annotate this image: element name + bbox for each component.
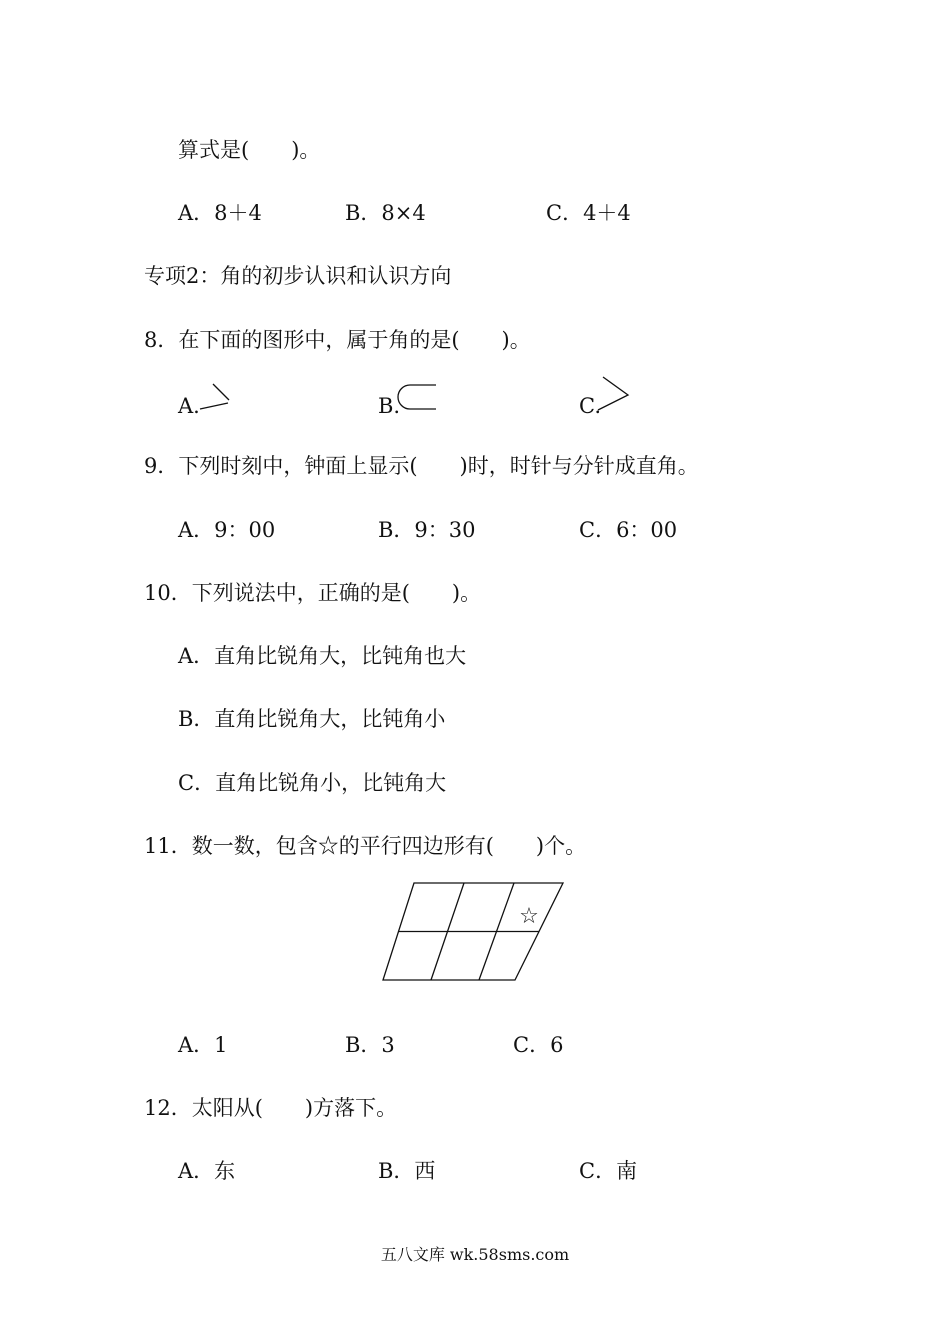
q8-figure-a	[198, 382, 234, 414]
q10-option-a: A．直角比锐角大，比钝角也大	[178, 644, 467, 668]
q8-stem: 8．在下面的图形中，属于角的是( )。	[144, 328, 531, 352]
q11-stem: 11．数一数，包含☆的平行四边形有( )个。	[144, 834, 587, 858]
q9-option-b: B．9：30	[378, 518, 476, 542]
q9-stem: 9．下列时刻中，钟面上显示( )时，时针与分针成直角。	[144, 454, 699, 478]
q8-figure-c	[596, 374, 632, 414]
q12-option-b: B．西	[378, 1159, 436, 1183]
q9-option-a: A．9：00	[178, 518, 276, 542]
q12-option-c: C．南	[579, 1159, 638, 1183]
q8-figure-b	[396, 382, 440, 414]
q12-option-a: A．东	[178, 1159, 236, 1183]
footer-watermark: 五八文库 wk.58sms.com	[380, 1245, 570, 1264]
q7-option-a: A．8＋4	[178, 201, 262, 225]
q7-option-b: B．8×4	[345, 201, 426, 225]
q7-option-c: C．4＋4	[546, 201, 631, 225]
q7-stem: 算式是( )。	[178, 138, 321, 162]
q11-option-b: B．3	[345, 1033, 395, 1057]
section-heading: 专项2：角的初步认识和认识方向	[144, 264, 452, 288]
star-icon: ☆	[519, 904, 539, 929]
q8-option-b: B.	[378, 394, 401, 418]
q11-option-c: C．6	[513, 1033, 564, 1057]
q10-option-c: C．直角比锐角小，比钝角大	[178, 771, 447, 795]
q9-option-c: C．6：00	[579, 518, 678, 542]
q8-option-a: A.	[178, 394, 200, 418]
q8-option-c: C.	[579, 394, 601, 418]
q12-stem: 12．太阳从( )方落下。	[144, 1096, 398, 1120]
parallelogram-figure	[380, 881, 566, 983]
q11-option-a: A．1	[178, 1033, 228, 1057]
q10-stem: 10．下列说法中，正确的是( )。	[144, 581, 482, 605]
q10-option-b: B．直角比锐角大，比钝角小	[178, 707, 446, 731]
